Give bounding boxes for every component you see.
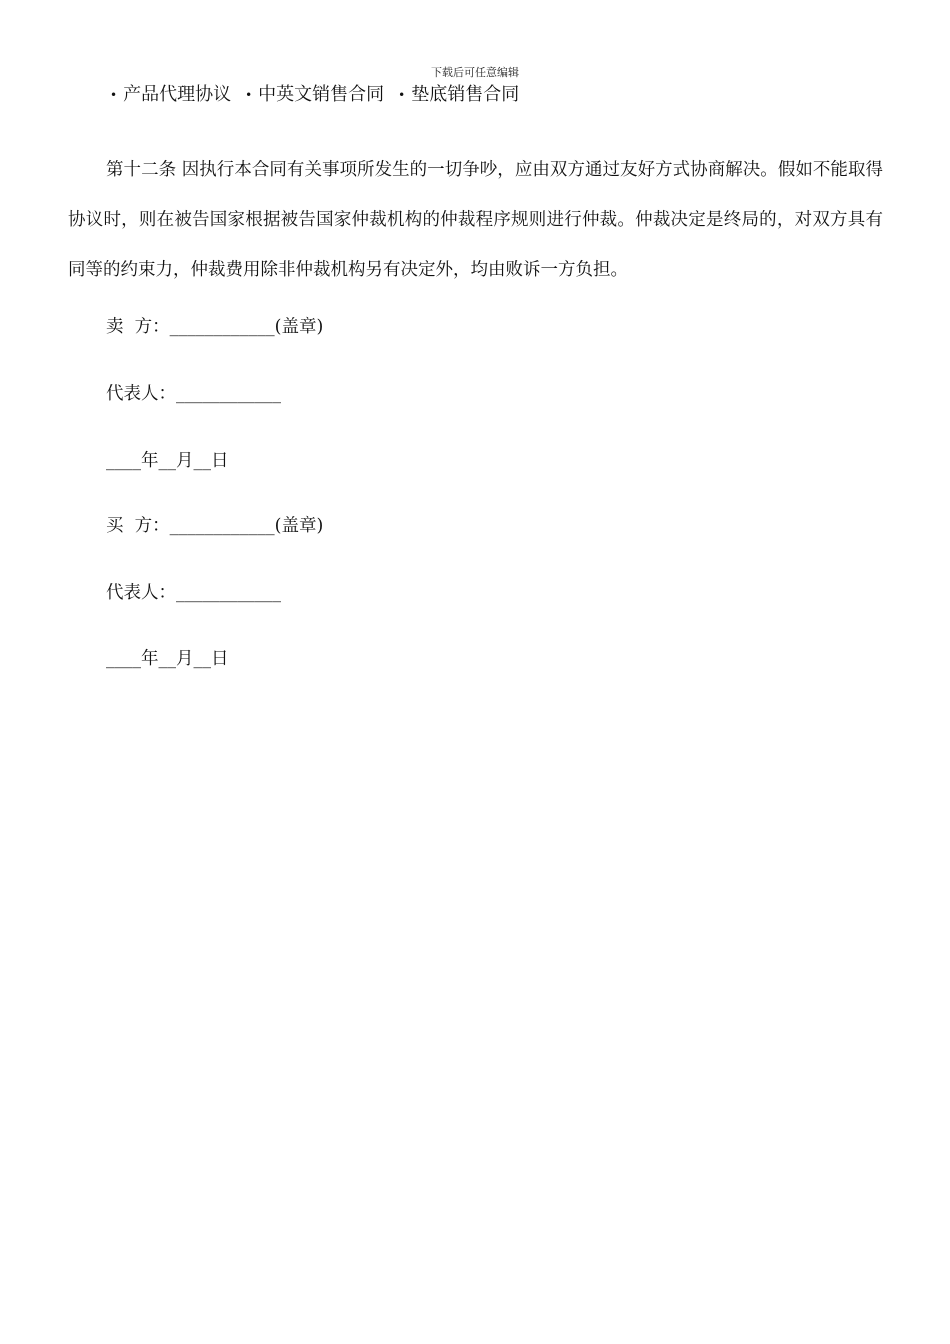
clause-twelve: 第十二条 因执行本合同有关事项所发生的一切争吵，应由双方通过友好方式协商解决。假如不能取得协议时，则在被告国家根据被告国家仲裁机构的仲裁程序规则进行仲裁。仲裁决定是终局的，对双方具有同等的约束力，仲裁费用除非仲裁机构另有决定外，均由败诉一方负担。 — [68, 160, 883, 280]
related-link-label: 中英文销售合同 — [258, 84, 385, 105]
seller-representative-line: 代表人：____________ — [106, 384, 281, 404]
related-link-label: 产品代理协议 — [123, 84, 232, 105]
related-links — [110, 82, 519, 108]
seller-line: 卖 方：____________(盖章) — [106, 317, 324, 337]
buyer-representative-line: 代表人：____________ — [106, 583, 281, 603]
bullet-icon: • — [110, 88, 118, 102]
header-note: 下载后可任意编辑 — [431, 66, 519, 79]
related-link-product-agency[interactable] — [110, 82, 231, 108]
seller-date-line: ____年__月__日 — [106, 451, 229, 471]
related-link-bilingual-sales[interactable] — [245, 82, 384, 108]
bullet-icon: • — [245, 88, 253, 102]
related-link-base-sales[interactable] — [398, 82, 519, 108]
related-link-label: 垫底销售合同 — [411, 84, 520, 105]
buyer-line: 买 方：____________(盖章) — [106, 516, 324, 536]
bullet-icon: • — [398, 88, 406, 102]
buyer-date-line: ____年__月__日 — [106, 649, 229, 669]
